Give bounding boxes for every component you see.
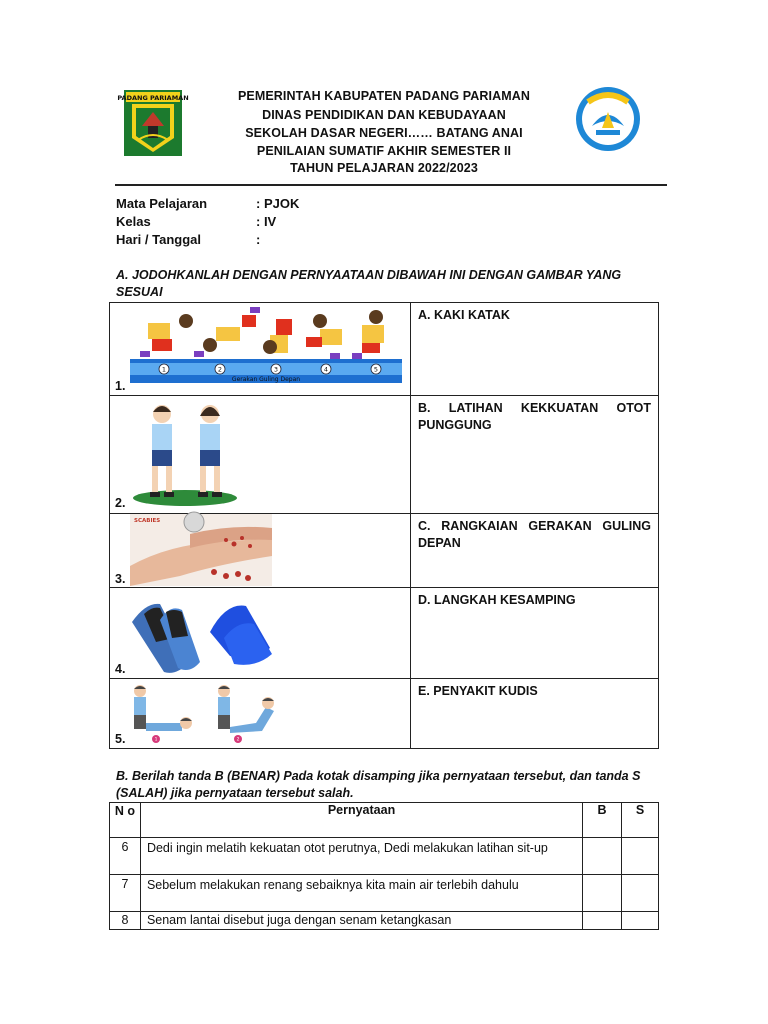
header-divider <box>115 184 667 186</box>
answer-box-true[interactable] <box>583 875 622 912</box>
col-header-true: B <box>583 803 622 838</box>
matching-image-cell <box>110 588 411 679</box>
section-b-instruction: B. Berilah tanda B (BENAR) Pada kotak disamping jika pernyataan tersebut, dan tanda S (SALAH) jika pernyataan tersebut salah. <box>116 769 641 800</box>
date-label: Hari / Tanggal <box>116 232 201 247</box>
answer-box-false[interactable] <box>622 912 659 930</box>
step-label: 2 <box>217 365 223 374</box>
col-header-false: S <box>622 803 659 838</box>
row-number: 1. <box>115 379 126 393</box>
row-statement: Senam lantai disebut juga dengan senam ketangkasan <box>140 912 582 930</box>
row-number: 5. <box>115 732 126 746</box>
step-label: 5 <box>373 365 379 374</box>
header-line-4: PENILAIAN SUMATIF AKHIR SEMESTER II <box>256 144 512 158</box>
subject-value: : PJOK <box>256 196 300 211</box>
row-no: 6 <box>110 838 141 875</box>
table-row <box>110 912 659 930</box>
col-header-no: N o <box>110 803 141 838</box>
header-line-5: TAHUN PELAJARAN 2022/2023 <box>290 161 478 175</box>
matching-row <box>110 303 659 396</box>
table-header-row <box>110 803 659 838</box>
step-label: 4 <box>323 365 329 374</box>
answer-box-false[interactable] <box>622 838 659 875</box>
image-caption: SCABIES <box>134 518 161 524</box>
date-value: : <box>256 232 261 247</box>
row-statement: Dedi ingin melatih kekuatan otot perutnya, Dedi melakukan latihan sit-up <box>140 838 582 875</box>
answer-option: A. KAKI KATAK <box>411 303 659 396</box>
header-line-1: PEMERINTAH KABUPATEN PADANG PARIAMAN <box>237 89 531 103</box>
step-label: 3 <box>273 365 279 374</box>
answer-option: C. RANGKAIAN GERAKAN GULING DEPAN <box>411 514 659 588</box>
matching-image-cell <box>110 514 411 588</box>
answer-box-true[interactable] <box>583 838 622 875</box>
section-a-instruction: A. JODOHKANLAH DENGAN PERNYAATAAN DIBAWAH INI DENGAN GAMBAR YANG SESUAI <box>116 268 622 299</box>
subject-label: Mata Pelajaran <box>116 196 208 211</box>
class-value: : IV <box>256 214 277 229</box>
scabies-image <box>130 514 272 586</box>
row-statement: Sebelum melakukan renang sebaiknya kita main air terlebih dahulu <box>140 875 582 912</box>
true-false-table <box>109 802 659 930</box>
back-exercise-image <box>126 683 280 745</box>
matching-image-cell <box>110 396 411 514</box>
answer-option: D. LANGKAH KESAMPING <box>411 588 659 679</box>
step-label: 1 <box>154 737 158 743</box>
matching-row <box>110 679 659 749</box>
matching-row <box>110 588 659 679</box>
matching-row <box>110 396 659 514</box>
matching-table <box>109 302 659 749</box>
answer-option: E. PENYAKIT KUDIS <box>411 679 659 749</box>
image-caption: Gerakan Guling Depan <box>231 376 301 383</box>
row-no: 7 <box>110 875 141 912</box>
row-no: 8 <box>110 912 141 930</box>
step-label: 1 <box>161 365 167 374</box>
answer-option: B. LATIHAN KEKKUATAN OTOT PUNGGUNG <box>411 396 659 514</box>
table-row <box>110 838 659 875</box>
step-label: 2 <box>236 737 240 743</box>
matching-image-cell <box>110 679 411 749</box>
matching-row <box>110 514 659 588</box>
side-step-image <box>130 398 240 510</box>
answer-box-false[interactable] <box>622 875 659 912</box>
guling-depan-image <box>130 305 406 393</box>
header-line-2: DINAS PENDIDIKAN DAN KEBUDAYAAN <box>262 108 506 122</box>
swim-fins-image <box>126 592 272 676</box>
matching-image-cell <box>110 303 411 396</box>
answer-box-true[interactable] <box>583 912 622 930</box>
table-row <box>110 875 659 912</box>
logo-text: PADANG PARIAMAN <box>117 94 189 102</box>
header-line-3: SEKOLAH DASAR NEGERI…… BATANG ANAI <box>245 126 523 140</box>
row-number: 3. <box>115 572 126 586</box>
class-label: Kelas <box>116 214 151 229</box>
row-number: 2. <box>115 496 126 510</box>
row-number: 4. <box>115 662 126 676</box>
col-header-statement: Pernyataan <box>140 803 582 838</box>
